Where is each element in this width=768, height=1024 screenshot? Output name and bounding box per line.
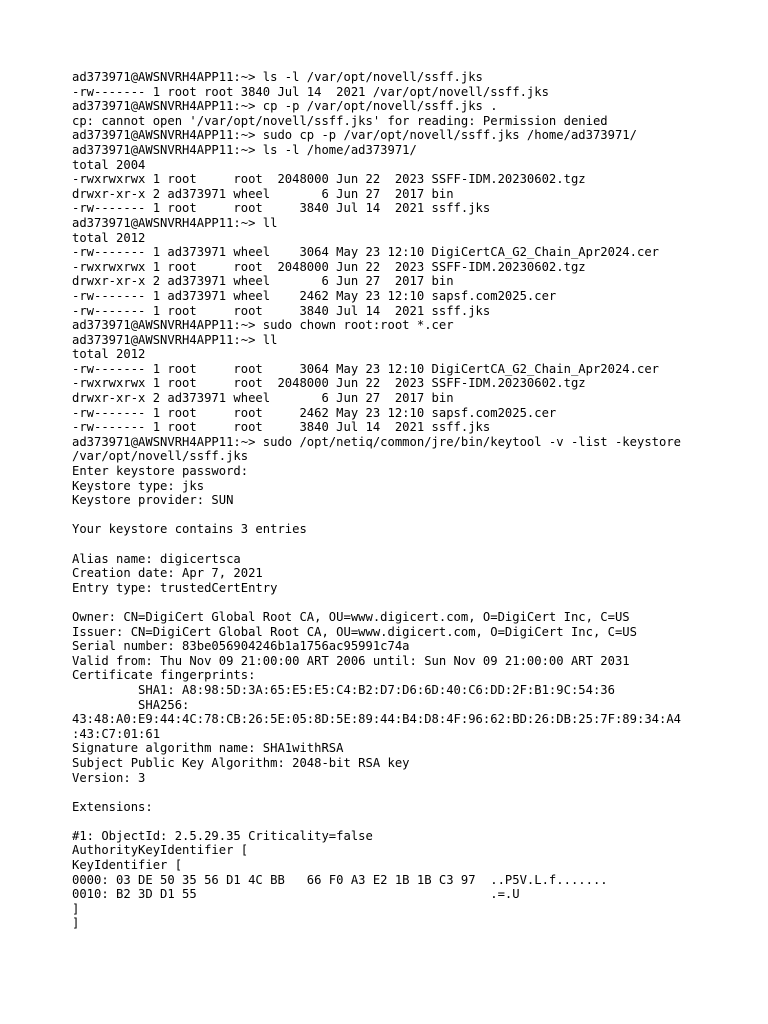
text-line: Issuer: CN=DigiCert Global Root CA, OU=www.digicert.com, O=DigiCert Inc, C=US bbox=[72, 624, 637, 639]
text-line bbox=[72, 595, 712, 610]
text-line: Signature algorithm name: SHA1withRSA bbox=[72, 741, 344, 756]
text-line: ad373971@AWSNVRH4APP11:~> ls -l /home/ad373971/ bbox=[72, 142, 417, 157]
text-line: -rwxrwxrwx 1 root root 2048000 Jun 22 2023 SSFF-IDM.20230602.tgz bbox=[72, 376, 586, 391]
text-line: 0000: 03 DE 50 35 56 D1 4C BB 66 F0 A3 E2 1B 1B C3 97 ..P5V.L.f....... bbox=[72, 872, 608, 887]
text-line: cp: cannot open '/var/opt/novell/ssff.jks' for reading: Permission denied bbox=[72, 113, 608, 128]
text-line: Valid from: Thu Nov 09 21:00:00 ART 2006 until: Sun Nov 09 21:00:00 ART 2031 bbox=[72, 653, 630, 668]
text-line: -rw------- 1 ad373971 wheel 2462 May 23 12:10 sapsf.com2025.cer bbox=[72, 288, 557, 303]
text-line: ad373971@AWSNVRH4APP11:~> sudo chown root:root *.cer bbox=[72, 318, 454, 333]
text-line: ] bbox=[72, 916, 80, 931]
text-line: ad373971@AWSNVRH4APP11:~> ll bbox=[72, 332, 278, 347]
text-line: total 2012 bbox=[72, 347, 146, 362]
text-line: -rw------- 1 root root 2462 May 23 12:10 sapsf.com2025.cer bbox=[72, 405, 557, 420]
text-line: -rw------- 1 root root 3840 Jul 14 2021 /var/opt/novell/ssff.jks bbox=[72, 84, 549, 99]
text-line: ] bbox=[72, 901, 80, 916]
text-line: -rwxrwxrwx 1 root root 2048000 Jun 22 2023 SSFF-IDM.20230602.tgz bbox=[72, 172, 586, 187]
text-line bbox=[72, 785, 712, 800]
text-line: #1: ObjectId: 2.5.29.35 Criticality=false bbox=[72, 828, 373, 843]
text-line: SHA1: A8:98:5D:3A:65:E5:E5:C4:B2:D7:D6:6D:40:C6:DD:2F:B1:9C:54:36 bbox=[72, 682, 615, 697]
text-line bbox=[72, 814, 712, 829]
text-line: KeyIdentifier [ bbox=[72, 858, 183, 873]
text-line: Owner: CN=DigiCert Global Root CA, OU=www.digicert.com, O=DigiCert Inc, C=US bbox=[72, 609, 630, 624]
text-line: drwxr-xr-x 2 ad373971 wheel 6 Jun 27 2017 bin bbox=[72, 186, 454, 201]
text-line: ad373971@AWSNVRH4APP11:~> sudo /opt/netiq/common/jre/bin/keytool -v -list -keystore bbox=[72, 434, 682, 449]
text-line: -rw------- 1 root root 3840 Jul 14 2021 ssff.jks bbox=[72, 420, 491, 435]
text-line: -rw------- 1 root root 3840 Jul 14 2021 ssff.jks bbox=[72, 201, 491, 216]
text-line: Keystore provider: SUN bbox=[72, 493, 234, 508]
text-line: Your keystore contains 3 entries bbox=[72, 522, 307, 537]
text-line: ad373971@AWSNVRH4APP11:~> cp -p /var/opt/novell/ssff.jks . bbox=[72, 99, 498, 114]
text-line: AuthorityKeyIdentifier [ bbox=[72, 843, 249, 858]
text-line: SHA256: bbox=[72, 697, 190, 712]
text-line: 43:48:A0:E9:44:4C:78:CB:26:5E:05:8D:5E:89:44:B4:D8:4F:96:62:BD:26:DB:25:7F:89:34:A4 bbox=[72, 712, 682, 727]
text-line bbox=[72, 537, 712, 552]
text-line: Serial number: 83be056904246b1a1756ac95991c74a bbox=[72, 639, 410, 654]
text-line: 0010: B2 3D D1 55 .=.U bbox=[72, 887, 520, 902]
text-line: drwxr-xr-x 2 ad373971 wheel 6 Jun 27 2017 bin bbox=[72, 274, 454, 289]
text-line: /var/opt/novell/ssff.jks bbox=[72, 449, 249, 464]
text-line: Extensions: bbox=[72, 799, 153, 814]
text-line: Alias name: digicertsca bbox=[72, 551, 241, 566]
terminal-output-document bbox=[72, 70, 712, 931]
text-line: ad373971@AWSNVRH4APP11:~> sudo cp -p /var/opt/novell/ssff.jks /home/ad373971/ bbox=[72, 128, 637, 143]
text-line: Version: 3 bbox=[72, 770, 146, 785]
text-line: Keystore type: jks bbox=[72, 478, 205, 493]
text-line: -rw------- 1 root root 3064 May 23 12:10 DigiCertCA_G2_Chain_Apr2024.cer bbox=[72, 361, 659, 376]
text-line: Creation date: Apr 7, 2021 bbox=[72, 566, 263, 581]
text-line: ad373971@AWSNVRH4APP11:~> ll bbox=[72, 215, 278, 230]
text-line: drwxr-xr-x 2 ad373971 wheel 6 Jun 27 2017 bin bbox=[72, 391, 454, 406]
text-line: -rwxrwxrwx 1 root root 2048000 Jun 22 2023 SSFF-IDM.20230602.tgz bbox=[72, 259, 586, 274]
text-line: Subject Public Key Algorithm: 2048-bit RSA key bbox=[72, 755, 410, 770]
text-line: ad373971@AWSNVRH4APP11:~> ls -l /var/opt/novell/ssff.jks bbox=[72, 70, 483, 84]
text-line: Enter keystore password: bbox=[72, 464, 249, 479]
text-line: total 2004 bbox=[72, 157, 146, 172]
text-line bbox=[72, 508, 712, 523]
text-line: Entry type: trustedCertEntry bbox=[72, 580, 278, 595]
text-line: -rw------- 1 root root 3840 Jul 14 2021 ssff.jks bbox=[72, 303, 491, 318]
text-line: Certificate fingerprints: bbox=[72, 668, 256, 683]
text-line: -rw------- 1 ad373971 wheel 3064 May 23 12:10 DigiCertCA_G2_Chain_Apr2024.cer bbox=[72, 245, 659, 260]
text-line: :43:C7:01:61 bbox=[72, 726, 161, 741]
text-line: total 2012 bbox=[72, 230, 146, 245]
